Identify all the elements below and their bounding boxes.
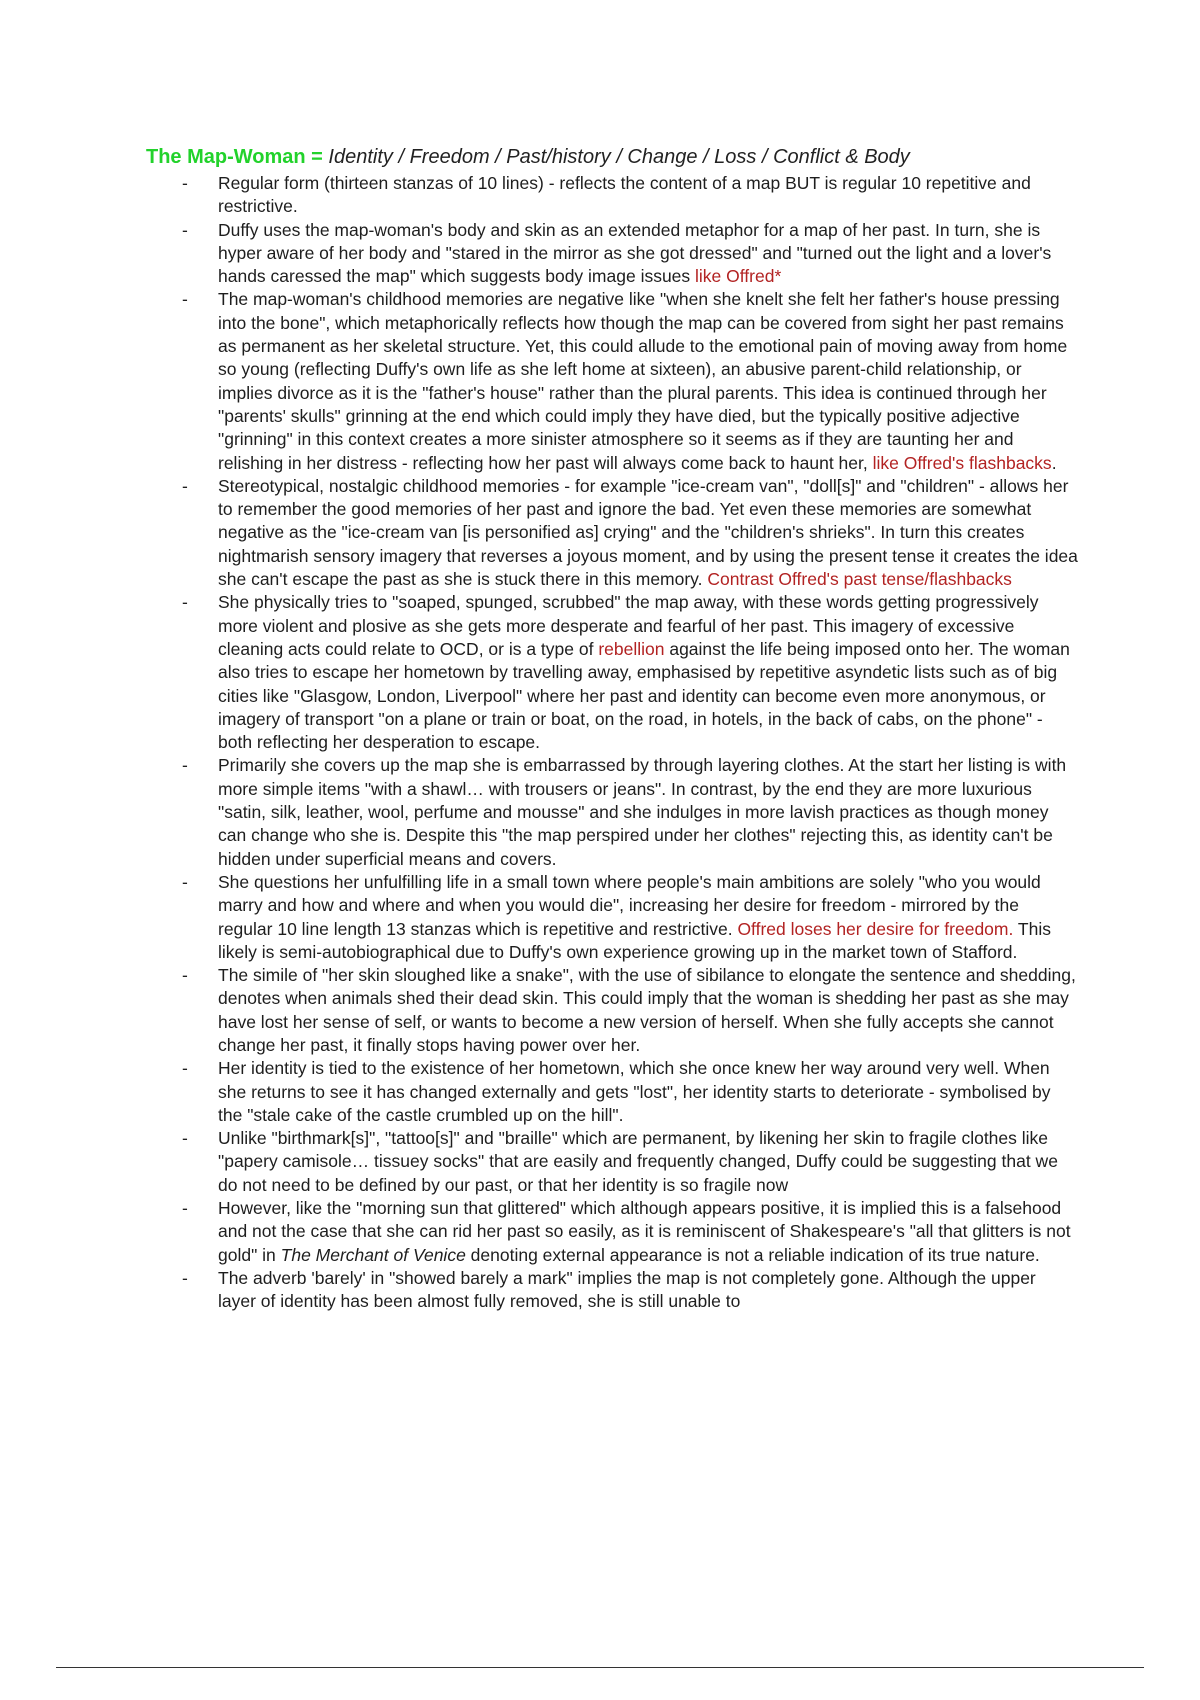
list-item-text: The adverb 'barely' in "showed barely a mark" implies the map is not completely gone. Although the upper layer of identity has been almost fully removed, she is still unable to xyxy=(218,1267,1036,1312)
highlight-note: like Offred's flashbacks xyxy=(872,452,1052,473)
highlight-note: Offred loses her desire for freedom. xyxy=(737,918,1014,939)
list-item-text: However, like the "morning sun that glittered" which although appears positive, it is implied this is a falsehood and not the case that she can rid her past so easily, as it is reminiscent of Shakespeare's "all that glitters is not gold" in xyxy=(218,1198,1071,1265)
list-item xyxy=(178,172,1078,219)
bullet-dash: - xyxy=(182,592,188,613)
list-item xyxy=(178,288,1078,474)
bullet-dash: - xyxy=(182,1267,188,1288)
list-item xyxy=(178,871,1078,964)
heading-themes: Identity / Freedom / Past/history / Change / Loss / Conflict & Body xyxy=(328,146,910,168)
bullet-dash: - xyxy=(182,173,188,193)
list-item-text: Duffy uses the map-woman's body and skin as an extended metaphor for a map of her past. In turn, she is hyper aware of her body and "stared in the mirror as she got dressed" and "turned out the light and a lover's hands caressed the map" which suggests body image issues xyxy=(218,219,1052,287)
highlight-note: Contrast Offred's past tense/flashbacks xyxy=(707,569,1012,590)
list-item xyxy=(178,1057,1078,1127)
bullet-dash: - xyxy=(182,755,188,776)
list-item-text: She physically tries to "soaped, spunged, scrubbed" the map away, with these words getting progressively more violent and plosive as she gets more desperate and fearful of her past. This imagery of excessive cleaning acts could relate to OCD, or is a type of xyxy=(218,592,1039,659)
list-item-text: Unlike "birthmark[s]", "tattoo[s]" and "braille" which are permanent, by likening her skin to fragile clothes like "papery camisole… tissuey socks" that are easily and frequently changed, Duffy could be suggesting that we do not need to be defined by our past, or that her identity is so fragile now xyxy=(218,1128,1058,1195)
list-item-text: Her identity is tied to the existence of her hometown, which she once knew her way around very well. When she returns to see it has changed externally and gets "lost", her identity starts to deteriorate - symbolised by the "stale cake of the castle crumbled up on the hill". xyxy=(218,1058,1051,1125)
bullet-dash: - xyxy=(182,475,188,496)
bullet-dash: - xyxy=(182,1058,188,1079)
bullet-dash: - xyxy=(182,289,188,310)
play-title: The Merchant of Venice xyxy=(280,1244,466,1265)
list-item xyxy=(178,964,1078,1057)
bullet-dash: - xyxy=(182,219,188,240)
list-item xyxy=(178,591,1078,754)
bullet-dash: - xyxy=(182,965,188,986)
list-item-text-end: This likely is semi-autobiographical due to Duffy's own experience growing up in the market town of Stafford. xyxy=(218,918,1051,962)
list-item-text: The map-woman's childhood memories are negative like "when she knelt she felt her father's house pressing into the bone", which metaphorically reflects how though the map can be covered from sight her past remains as permanent as her skeletal structure. Yet, this could allude to the emotional pain of moving away from home so young (reflecting Duffy's own life as she left home at sixteen), an abusive parent-child relationship, or implies divorce as it is the "father's house" rather than the plural parents. This idea is continued through her "parents' skulls" grinning at the end which could imply they have died, but the typically positive adjective "grinning" in this context creates a more sinister atmosphere so it seems as if they are taunting her and relishing in her distress - reflecting how her past will always come back to haunt her, xyxy=(218,289,1068,473)
footer-divider xyxy=(56,1667,1144,1668)
notes-list xyxy=(178,172,1078,1314)
bullet-dash: - xyxy=(182,1198,188,1219)
list-item-text: Primarily she covers up the map she is embarrassed by through layering clothes. At the start her listing is with more simple items "with a shawl… with trousers or jeans". In contrast, by the end they are more luxurious "satin, silk, leather, wool, perfume and mousse" and she indulges in more lavish practices as though money can change who she is. Despite this "the map perspired under her clothes" rejecting this, as identity can't be hidden under superficial means and covers. xyxy=(218,755,1067,869)
list-item-text-end: against the life being imposed onto her. The woman also tries to escape her hometown by travelling away, emphasised by repetitive asyndetic lists such as of big cities like "Glasgow, London, Liverpool" where her past and identity can become even more anonymous, or imagery of transport "on a plane or train or boat, on the road, in hotels, in the back of cabs, on the phone" - both reflecting her desperation to escape. xyxy=(218,638,1070,753)
list-item xyxy=(178,1267,1078,1314)
list-item-text-end: denoting external appearance is not a reliable indication of its true nature. xyxy=(465,1244,1040,1265)
page-heading xyxy=(146,144,910,170)
list-item xyxy=(178,754,1078,870)
list-item xyxy=(178,475,1078,591)
list-item-text-end: . xyxy=(1051,452,1057,473)
list-item xyxy=(178,1197,1078,1267)
list-item-text: Regular form (thirteen stanzas of 10 lines) - reflects the content of a map BUT is regular 10 repetitive and restrictive. xyxy=(218,173,1031,217)
highlight-note: like Offred* xyxy=(695,266,782,287)
list-item xyxy=(178,1127,1078,1197)
list-item-text: She questions her unfulfilling life in a small town where people's main ambitions are solely "who you would marry and how and where and when you would die", increasing her desire for freedom - mirrored by the regular 10 line length 13 stanzas which is repetitive and restrictive. xyxy=(218,871,1041,939)
highlight-note: rebellion xyxy=(598,638,665,659)
heading-title: The Map-Woman = xyxy=(146,146,329,168)
list-item xyxy=(178,219,1078,289)
bullet-dash: - xyxy=(182,1128,188,1149)
list-item-text: Stereotypical, nostalgic childhood memories - for example "ice-cream van", "doll[s]" and "children" - allows her to remember the good memories of her past and ignore the bad. Yet even these memories are somewhat negative as the "ice-cream van [is personified as] crying" and the "children's shrieks". In turn this creates nightmarish sensory imagery that reverses a joyous moment, and by using the present tense it creates the idea she can't escape the past as she is stuck there in this memory. xyxy=(218,475,1078,590)
bullet-dash: - xyxy=(182,871,188,892)
list-item-text: The simile of "her skin sloughed like a snake", with the use of sibilance to elongate the sentence and shedding, denotes when animals shed their dead skin. This could imply that the woman is shedding her past as she may have lost her sense of self, or wants to become a new version of herself. When she fully accepts she cannot change her past, it finally stops having power over her. xyxy=(218,965,1076,1055)
